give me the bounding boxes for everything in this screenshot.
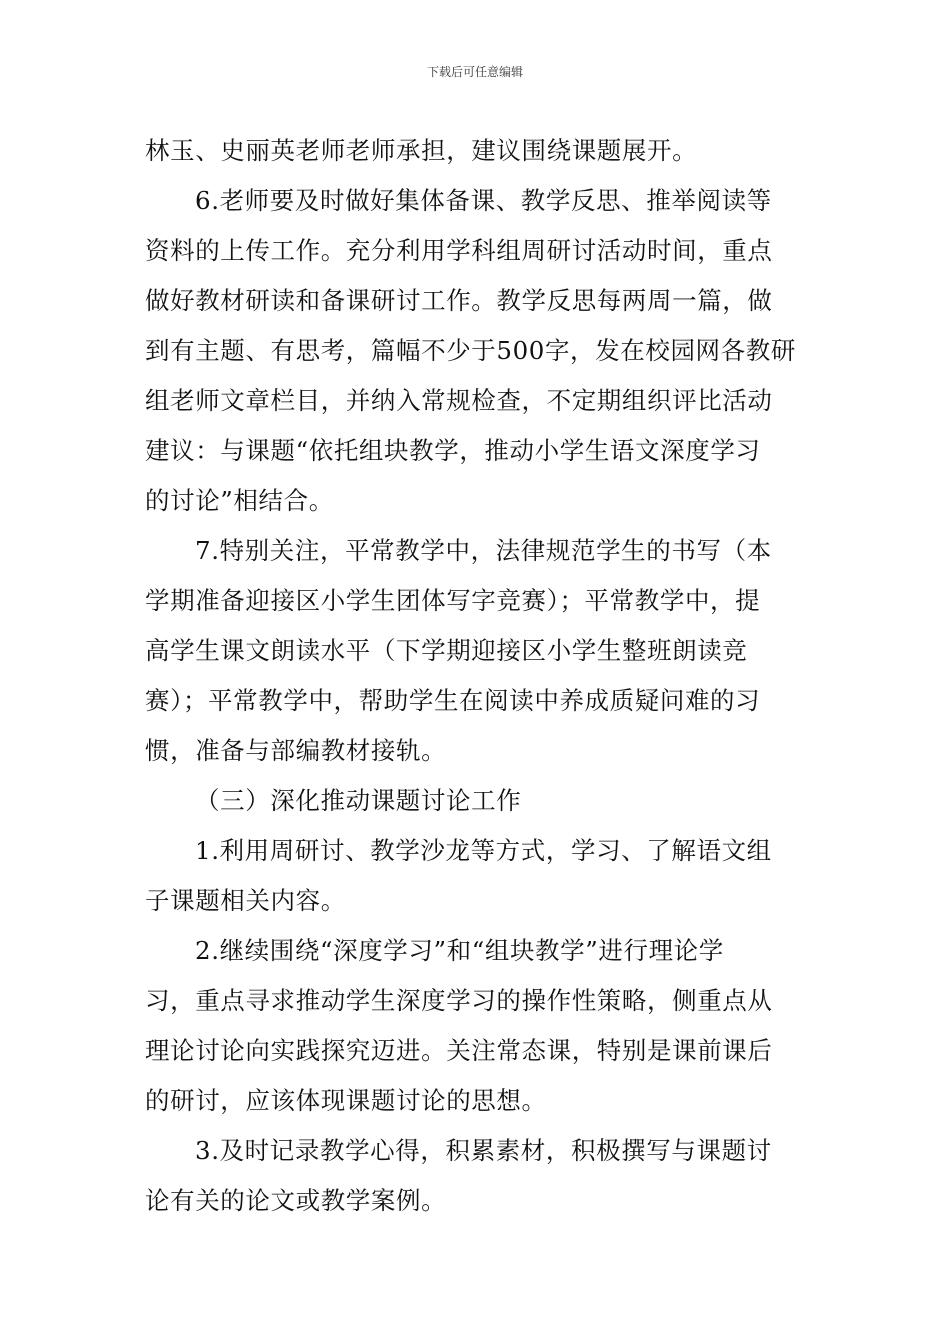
- document-body: [145, 126, 810, 1226]
- text-line: 1.利用周研讨、教学沙龙等方式，学习、了解语文组: [195, 836, 772, 865]
- text-line: 做好教材研读和备课研讨工作。教学反思每两周一篇，做: [145, 286, 773, 315]
- text-line: 高学生课文朗读水平（下学期迎接区小学生整班朗读竞: [145, 636, 748, 665]
- text-line: 论有关的论文或教学案例。: [145, 1186, 447, 1215]
- text-line: 子课题相关内容。: [145, 886, 346, 915]
- text-line: 2.继续围绕“深度学习”和“组块教学”进行理论学: [195, 936, 724, 965]
- text-line: 6.老师要及时做好集体备课、教学反思、推举阅读等: [195, 186, 772, 215]
- text-line: 惯，准备与部编教材接轨。: [145, 736, 447, 765]
- text-line: 林玉、史丽英老师老师承担，建议围绕课题展开。: [145, 136, 698, 165]
- section-heading: （三）深化推动课题讨论工作: [195, 786, 522, 815]
- text-line: 理论讨论向实践探究迈进。关注常态课，特别是课前课后: [145, 1036, 773, 1065]
- text-line: 的研讨，应该体现课题讨论的思想。: [145, 1086, 547, 1115]
- text-line: 建议：与课题“依托组块教学，推动小学生语文深度学习: [145, 436, 761, 465]
- text-line: 学期准备迎接区小学生团体写字竞赛）；平常教学中，提: [145, 586, 761, 615]
- text-line: 资料的上传工作。充分利用学科组周研讨活动时间，重点: [145, 236, 773, 265]
- text-line: 习，重点寻求推动学生深度学习的操作性策略，侧重点从: [145, 986, 773, 1015]
- text-line: 3.及时记录教学心得，积累素材，积极撰写与课题讨: [195, 1136, 772, 1165]
- text-line: 赛）；平常教学中，帮助学生在阅读中养成质疑问难的习: [145, 686, 761, 715]
- text-line: 7.特别关注，平常教学中，法律规范学生的书写（本: [195, 536, 772, 565]
- text-line: 的讨论”相结合。: [145, 486, 334, 515]
- text-line: 组老师文章栏目，并纳入常规检查，不定期组织评比活动: [145, 386, 773, 415]
- text-line: 到有主题、有思考，篇幅不少于500字，发在校园网各教研: [145, 336, 796, 365]
- page-header: 下载后可任意编辑: [426, 65, 523, 79]
